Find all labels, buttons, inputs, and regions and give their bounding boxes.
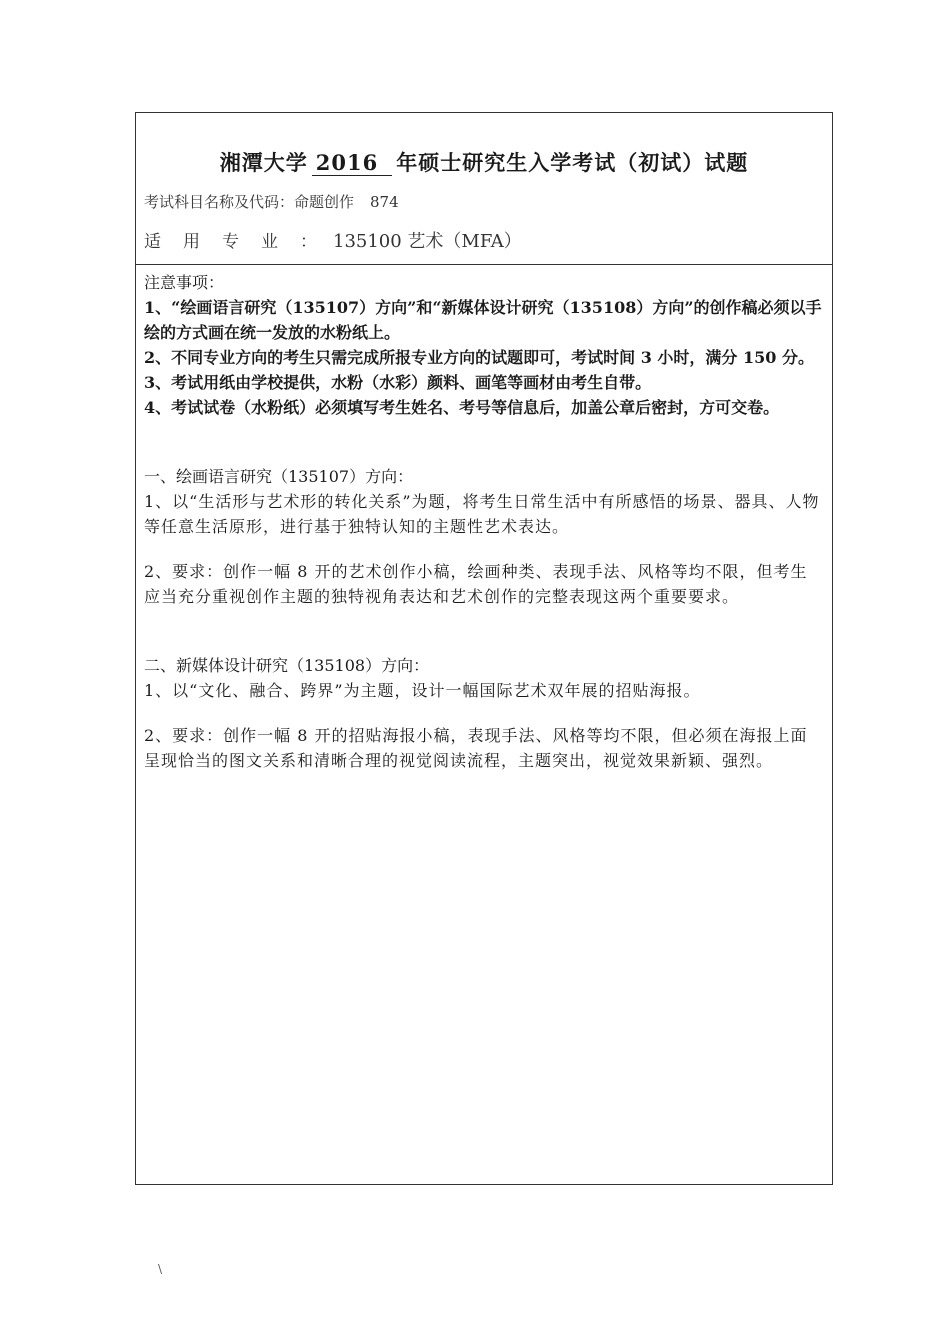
major-value: 135100 艺术（MFA） xyxy=(333,231,522,252)
exam-title xyxy=(136,147,832,177)
title-university: 湘潭大学 xyxy=(219,150,308,175)
title-year: 2016 xyxy=(312,150,392,176)
title-suffix: 年硕士研究生入学考试（初试）试题 xyxy=(396,150,749,175)
subject-label: 考试科目名称及代码：命题创作 xyxy=(144,193,355,211)
notes-title: 注意事项： xyxy=(144,273,225,292)
section-heading: 二、新媒体设计研究（135108）方向： xyxy=(144,656,430,675)
subject-row xyxy=(144,191,399,212)
section-paragraph: 2、要求：创作一幅 8 开的艺术创作小稿，绘画种类、表现手法、风格等均不限，但考生应当充分重视创作主题的独特视角表达和艺术创作的完整表现这两个重要要求。 xyxy=(144,562,808,606)
section-paragraph: 2、要求：创作一幅 8 开的招贴海报小稿，表现手法、风格等均不限，但必须在海报上面呈现恰当的图文关系和清晰合理的视觉阅读流程，主题突出，视觉效果新颖、强烈。 xyxy=(144,726,808,770)
note-item: 2、不同专业方向的考生只需完成所报专业方向的试题即可，考试时间 3 小时，满分 150 分。 xyxy=(144,348,814,367)
exam-body xyxy=(144,265,824,773)
note-item: 3、考试用纸由学校提供，水粉（水彩）颜料、画笔等画材由考生自带。 xyxy=(144,373,652,392)
section-heading: 一、绘画语言研究（135107）方向： xyxy=(144,467,414,486)
exam-paper-frame xyxy=(135,112,833,1185)
major-label: 适用专业： xyxy=(144,232,339,252)
exam-header xyxy=(136,113,832,265)
major-row xyxy=(144,227,522,253)
section-paragraph: 1、以“生活形与艺术形的转化关系”为题，将考生日常生活中有所感悟的场景、器具、人物等任意生活原形，进行基于独特认知的主题性艺术表达。 xyxy=(144,492,820,536)
subject-code: 874 xyxy=(370,193,399,211)
section-painting xyxy=(144,464,824,609)
note-item: 4、考试试卷（水粉纸）必须填写考生姓名、考号等信息后，加盖公章后密封，方可交卷。 xyxy=(144,398,780,417)
section-new-media xyxy=(144,653,824,773)
stray-mark: \ xyxy=(158,1262,163,1276)
section-paragraph: 1、以“文化、融合、跨界”为主题，设计一幅国际艺术双年展的招贴海报。 xyxy=(144,681,701,700)
note-item: 1、“绘画语言研究（135107）方向”和“新媒体设计研究（135108）方向”的创作稿必须以手绘的方式画在统一发放的水粉纸上。 xyxy=(144,298,822,342)
